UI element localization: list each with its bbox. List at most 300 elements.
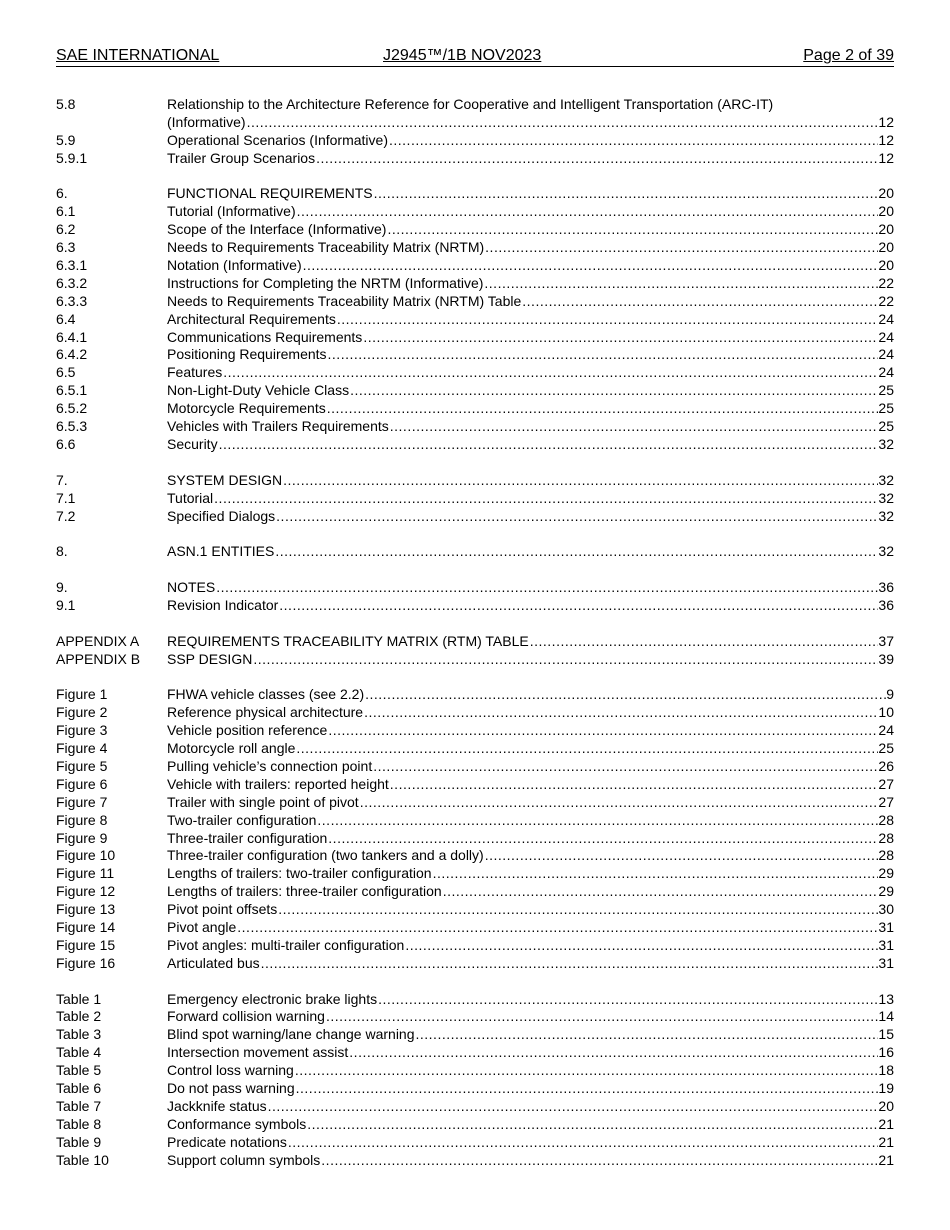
dot-leader <box>327 346 879 364</box>
toc-entry[interactable] <box>56 991 894 1009</box>
toc-entry-leader-line <box>167 776 894 794</box>
toc-entry-body <box>167 96 894 132</box>
toc-entry-page-number: 24 <box>878 328 894 345</box>
toc-entry-title: Vehicle position reference <box>167 722 328 739</box>
toc-entry-leader-line <box>167 257 894 275</box>
toc-entry-page-number: 29 <box>878 883 894 900</box>
toc-entry-leader-line <box>167 293 894 311</box>
toc-entry-body <box>167 490 894 508</box>
toc-entry-body <box>167 865 894 883</box>
toc-entry[interactable] <box>56 1134 894 1152</box>
toc-entry-page-number: 32 <box>878 507 894 524</box>
toc-entry-leader-line <box>167 150 894 168</box>
toc-entry-page-number: 20 <box>878 257 894 274</box>
toc-entry-title: Emergency electronic brake lights <box>167 990 378 1007</box>
toc-entry-body <box>167 776 894 794</box>
toc-entry-title: Architectural Requirements <box>167 310 336 327</box>
dot-leader <box>278 597 878 615</box>
toc-entry-page-number: 12 <box>878 113 894 130</box>
dot-leader <box>359 794 879 812</box>
toc-entry-leader-line <box>167 651 894 669</box>
toc-entry[interactable] <box>56 382 894 400</box>
toc-entry-title: Blind spot warning/lane change warning <box>167 1026 415 1043</box>
dot-leader <box>275 508 878 526</box>
dot-leader <box>389 418 879 436</box>
toc-entry-body <box>167 830 894 848</box>
toc-entry[interactable] <box>56 722 894 740</box>
toc-entry-page-number: 29 <box>878 865 894 882</box>
toc-entry-leader-line <box>167 1044 894 1062</box>
toc-entry-leader-line <box>167 1062 894 1080</box>
toc-entry[interactable] <box>56 346 894 364</box>
toc-entry-body <box>167 400 894 418</box>
toc-entry-page-number: 32 <box>878 435 894 452</box>
toc-entry-number: 6.4.1 <box>56 328 88 345</box>
toc-entry[interactable] <box>56 1098 894 1116</box>
toc-entry-leader-line <box>167 203 894 221</box>
toc-entry-title: Vehicles with Trailers Requirements <box>167 418 389 435</box>
toc-entry-number: Figure 1 <box>56 686 108 703</box>
toc-entry-body <box>167 185 894 203</box>
toc-entry-number: 7.2 <box>56 507 76 524</box>
toc-entry-body <box>167 1080 894 1098</box>
toc-entry-page-number: 36 <box>878 596 894 613</box>
toc-entry-body <box>167 472 894 490</box>
dot-leader <box>484 239 878 257</box>
toc-entry-page-number: 37 <box>878 632 894 649</box>
toc-entry[interactable] <box>56 830 894 848</box>
toc-entry[interactable] <box>56 937 894 955</box>
toc-group <box>56 579 894 615</box>
toc-entry-title: Three-trailer configuration (two tankers and a dolly) <box>167 847 484 864</box>
toc-entry-title: SSP DESIGN <box>167 650 253 667</box>
toc-entry-title: Lengths of trailers: three-trailer configuration <box>167 883 442 900</box>
toc-group <box>56 472 894 526</box>
dot-leader <box>389 776 879 794</box>
toc-group <box>56 686 894 972</box>
toc-entry[interactable] <box>56 221 894 239</box>
toc-entry-page-number: 26 <box>878 757 894 774</box>
toc-entry-leader-line <box>167 830 894 848</box>
toc-entry[interactable] <box>56 865 894 883</box>
toc-entry-title: Trailer Group Scenarios <box>167 149 316 166</box>
toc-entry-page-number: 24 <box>878 364 894 381</box>
toc-entry-number: Table 5 <box>56 1062 102 1079</box>
toc-entry-page-number: 20 <box>878 203 894 220</box>
toc-entry-number: Figure 8 <box>56 811 108 828</box>
toc-entry-number: APPENDIX A <box>56 632 140 649</box>
toc-entry[interactable] <box>56 579 894 597</box>
toc-entry[interactable] <box>56 686 894 704</box>
toc-entry[interactable] <box>56 275 894 293</box>
toc-entry[interactable] <box>56 776 894 794</box>
toc-entry-title: Operational Scenarios (Informative) <box>167 131 388 148</box>
dot-leader <box>215 579 878 597</box>
toc-entry-leader-line <box>167 508 894 526</box>
toc-entry-leader-line <box>167 847 894 865</box>
toc-entry[interactable] <box>56 1116 894 1134</box>
toc-entry-page-number: 19 <box>878 1080 894 1096</box>
toc-entry-number: 7. <box>56 471 68 488</box>
toc-entry-leader-line <box>167 185 894 203</box>
dot-leader <box>316 812 878 830</box>
toc-entry-number: Figure 13 <box>56 901 116 918</box>
toc-entry-page-number: 28 <box>878 811 894 828</box>
toc-entry-page-number: 28 <box>878 829 894 846</box>
dot-leader <box>325 1008 878 1026</box>
toc-entry-leader-line <box>167 418 894 436</box>
toc-entry-page-number: 20 <box>878 1097 894 1114</box>
toc-entry-title: Security <box>167 435 218 452</box>
toc-entry-title: FUNCTIONAL REQUIREMENTS <box>167 185 373 202</box>
toc-entry-page-number: 22 <box>878 292 894 309</box>
toc-entry-title: REQUIREMENTS TRACEABILITY MATRIX (RTM) TABLE <box>167 632 529 649</box>
toc-entry[interactable] <box>56 364 894 382</box>
toc-entry-title: Control loss warning <box>167 1062 294 1079</box>
dot-leader <box>377 991 878 1009</box>
toc-entry-body <box>167 1152 894 1170</box>
toc-entry-title: Three-trailer configuration <box>167 829 328 846</box>
toc-entry-page-number: 24 <box>878 310 894 327</box>
dot-leader <box>294 1062 879 1080</box>
toc-entry-leader-line <box>167 364 894 382</box>
toc-entry[interactable] <box>56 1062 894 1080</box>
toc-entry-number: 6.3 <box>56 239 76 256</box>
toc-entry-leader-line <box>167 472 894 490</box>
toc-entry[interactable] <box>56 1080 894 1098</box>
toc-entry-title: Non-Light-Duty Vehicle Class <box>167 382 350 399</box>
toc-entry-body <box>167 955 894 973</box>
toc-entry[interactable] <box>56 472 894 490</box>
toc-entry-number: 9. <box>56 579 68 596</box>
toc-entry-title: Pivot angles: multi-trailer configuration <box>167 936 405 953</box>
toc-entry[interactable] <box>56 758 894 776</box>
toc-entry-number: Figure 16 <box>56 954 116 971</box>
toc-entry-number: 5.9.1 <box>56 149 88 166</box>
toc-entry-number: Figure 7 <box>56 793 108 810</box>
toc-entry-body <box>167 919 894 937</box>
toc-entry-number: Table 1 <box>56 990 102 1007</box>
toc-entry-number: Table 8 <box>56 1115 102 1132</box>
toc-entry-leader-line <box>167 883 894 901</box>
toc-entry-body <box>167 508 894 526</box>
toc-entry-body <box>167 937 894 955</box>
toc-entry-leader-line <box>167 991 894 1009</box>
toc-entry[interactable] <box>56 329 894 347</box>
toc-entry-leader-line <box>167 311 894 329</box>
dot-leader <box>363 704 878 722</box>
dot-leader <box>236 919 878 937</box>
toc-entry-body <box>167 704 894 722</box>
toc-entry-body <box>167 382 894 400</box>
toc-entry-title: Jackknife status <box>167 1097 267 1114</box>
dot-leader <box>483 275 878 293</box>
toc-entry[interactable] <box>56 919 894 937</box>
toc-entry-body <box>167 1044 894 1062</box>
toc-entry-leader-line <box>167 1080 894 1098</box>
toc-entry-page-number: 15 <box>878 1026 894 1043</box>
toc-entry-title: Features <box>167 364 223 381</box>
toc-entry-page-number: 31 <box>878 954 894 971</box>
toc-entry-body <box>167 883 894 901</box>
toc-entry[interactable] <box>56 812 894 830</box>
toc-entry-body <box>167 203 894 221</box>
toc-entry-body <box>167 686 894 704</box>
toc-entry-title: Communications Requirements <box>167 328 363 345</box>
dot-leader <box>296 203 879 221</box>
toc-entry-body <box>167 597 894 615</box>
toc-entry-title: Relationship to the Architecture Reference for Cooperative and Intelligent Transportation (ARC-IT) <box>167 96 774 112</box>
toc-entry-leader-line <box>167 132 894 150</box>
toc-entry-body <box>167 257 894 275</box>
toc-entry[interactable] <box>56 418 894 436</box>
toc-entry[interactable] <box>56 1044 894 1062</box>
toc-entry-page-number: 36 <box>878 579 894 596</box>
toc-entry-page-number: 25 <box>878 740 894 757</box>
toc-entry-body <box>167 1026 894 1044</box>
toc-entry[interactable] <box>56 293 894 311</box>
dot-leader <box>373 185 879 203</box>
dot-leader <box>432 865 879 883</box>
dot-leader <box>282 472 878 490</box>
toc-entry-page-number: 20 <box>878 239 894 256</box>
toc-entry-page-number: 12 <box>878 131 894 148</box>
toc-entry-page-number: 18 <box>878 1062 894 1079</box>
toc-entry-page-number: 32 <box>878 489 894 506</box>
toc-entry-leader-line <box>167 919 894 937</box>
toc-entry-number: Figure 4 <box>56 740 108 757</box>
toc-entry-number: 6.5.2 <box>56 400 88 417</box>
dot-leader <box>415 1026 879 1044</box>
dot-leader <box>388 132 878 150</box>
toc-entry-number: 6.5.1 <box>56 382 88 399</box>
toc-entry-body <box>167 794 894 812</box>
toc-entry[interactable] <box>56 651 894 669</box>
toc-entry-page-number: 27 <box>878 775 894 792</box>
toc-entry-number: 6.6 <box>56 435 76 452</box>
toc-entry[interactable] <box>56 883 894 901</box>
toc-entry-page-number: 21 <box>878 1115 894 1132</box>
toc-entry-page-number: 24 <box>878 346 894 363</box>
toc-entry-page-number: 31 <box>878 936 894 953</box>
toc-entry-body <box>167 239 894 257</box>
toc-entry-page-number: 16 <box>878 1044 894 1061</box>
toc-entry-body <box>167 1116 894 1134</box>
toc-entry[interactable] <box>56 490 894 508</box>
dot-leader <box>260 955 879 973</box>
toc-entry[interactable] <box>56 955 894 973</box>
toc-entry-number: 6.2 <box>56 221 76 238</box>
toc-entry[interactable] <box>56 597 894 615</box>
toc-entry-page-number: 22 <box>878 274 894 291</box>
toc-entry-body <box>167 651 894 669</box>
toc-entry-title: ASN.1 ENTITIES <box>167 543 275 560</box>
toc-entry-body <box>167 1098 894 1116</box>
dot-leader <box>326 400 879 418</box>
toc-entry-number: Figure 12 <box>56 883 116 900</box>
dot-leader <box>327 830 878 848</box>
toc-entry-title: NOTES <box>167 579 216 596</box>
toc-entry-leader-line <box>167 400 894 418</box>
dot-leader <box>274 543 878 561</box>
toc-entry[interactable] <box>56 150 894 168</box>
toc-entry-body <box>167 293 894 311</box>
toc-entry-title: Instructions for Completing the NRTM (Informative) <box>167 274 484 291</box>
toc-entry-leader-line <box>167 579 894 597</box>
toc-entry-page-number: 21 <box>878 1151 894 1168</box>
toc-entry-page-number: 9 <box>886 686 894 703</box>
dot-leader <box>404 937 878 955</box>
toc-entry[interactable] <box>56 185 894 203</box>
toc-entry-leader-line <box>167 901 894 919</box>
toc-entry-number: Figure 5 <box>56 757 108 774</box>
header-page-number: Page 2 of 39 <box>803 47 894 64</box>
toc-entry-body <box>167 275 894 293</box>
toc-entry-title-continuation: (Informative) <box>167 113 246 130</box>
toc-entry-page-number: 32 <box>878 471 894 488</box>
toc-entry-number: Table 3 <box>56 1026 102 1043</box>
dot-leader <box>362 329 878 347</box>
toc-entry[interactable] <box>56 704 894 722</box>
toc-entry-number: 7.1 <box>56 489 76 506</box>
toc-entry-leader-line <box>167 704 894 722</box>
toc-entry-number: Table 7 <box>56 1097 102 1114</box>
toc-entry-number: 6.3.3 <box>56 292 88 309</box>
toc-entry-leader-line <box>167 329 894 347</box>
toc-entry-leader-line <box>167 722 894 740</box>
page-header <box>56 44 894 67</box>
toc-entry[interactable] <box>56 239 894 257</box>
dot-leader <box>295 1080 879 1098</box>
toc-entry-leader-line <box>167 1026 894 1044</box>
toc-entry-title: Conformance symbols <box>167 1115 307 1132</box>
toc-entry-page-number: 25 <box>878 400 894 417</box>
toc-entry-leader-line <box>167 794 894 812</box>
toc-entry-number: Figure 15 <box>56 936 116 953</box>
toc-entry-title: Reference physical architecture <box>167 704 364 721</box>
toc-entry-number: 6.1 <box>56 203 76 220</box>
header-document-id: J2945™/1B NOV2023 <box>383 47 542 64</box>
dot-leader <box>521 293 878 311</box>
toc-entry[interactable] <box>56 132 894 150</box>
toc-entry-title: Intersection movement assist <box>167 1044 349 1061</box>
toc-entry-page-number: 25 <box>878 418 894 435</box>
toc-entry-leader-line <box>167 686 894 704</box>
toc-entry-title: FHWA vehicle classes (see 2.2) <box>167 686 365 703</box>
toc-entry[interactable] <box>56 508 894 526</box>
toc-entry-leader-line <box>167 239 894 257</box>
toc-group <box>56 185 894 453</box>
dot-leader <box>302 257 879 275</box>
toc-entry[interactable] <box>56 543 894 561</box>
toc-entry-number: 8. <box>56 543 68 560</box>
toc-entry-number: Figure 6 <box>56 775 108 792</box>
toc-group <box>56 543 894 561</box>
dot-leader <box>213 490 878 508</box>
toc-entry[interactable] <box>56 1152 894 1170</box>
toc-entry[interactable] <box>56 633 894 651</box>
toc-entry-body <box>167 901 894 919</box>
toc-entry-page-number: 31 <box>878 918 894 935</box>
toc-entry-leader-line <box>167 436 894 454</box>
toc-entry-body <box>167 991 894 1009</box>
toc-entry-title: Pivot point offsets <box>167 901 278 918</box>
toc-entry[interactable] <box>56 794 894 812</box>
toc-entry-number: 6.5.3 <box>56 418 88 435</box>
toc-entry-leader-line <box>167 1008 894 1026</box>
toc-entry[interactable] <box>56 847 894 865</box>
toc-entry-leader-line <box>167 382 894 400</box>
toc-entry-page-number: 24 <box>878 722 894 739</box>
toc-entry-leader-line <box>167 597 894 615</box>
dot-leader <box>484 847 879 865</box>
toc-entry[interactable] <box>56 901 894 919</box>
toc-entry-page-number: 12 <box>878 149 894 166</box>
toc-entry-body <box>167 150 894 168</box>
toc-entry[interactable] <box>56 257 894 275</box>
header-organization: SAE INTERNATIONAL <box>56 47 220 64</box>
dot-leader <box>364 686 886 704</box>
toc-entry-body <box>167 221 894 239</box>
toc-entry-leader-line <box>167 937 894 955</box>
toc-entry-number: APPENDIX B <box>56 650 141 667</box>
toc-entry-number: Figure 9 <box>56 829 108 846</box>
toc-group <box>56 633 894 669</box>
toc-entry-title: Predicate notations <box>167 1133 287 1150</box>
toc-entry-page-number: 39 <box>878 650 894 667</box>
toc-entry-leader-line <box>167 1098 894 1116</box>
toc-entry-number: Table 6 <box>56 1080 102 1096</box>
toc-entry-title: Two-trailer configuration <box>167 811 317 828</box>
dot-leader <box>315 150 878 168</box>
toc-entry-number: Table 2 <box>56 1008 102 1025</box>
toc-entry-number: Table 4 <box>56 1044 102 1061</box>
toc-entry-title: Tutorial (Informative) <box>167 203 296 220</box>
toc-entry-title: Positioning Requirements <box>167 346 327 363</box>
toc-entry-body <box>167 311 894 329</box>
toc-entry-body <box>167 132 894 150</box>
toc-entry-title: SYSTEM DESIGN <box>167 471 283 488</box>
toc-entry[interactable] <box>56 96 894 132</box>
dot-leader <box>267 1098 879 1116</box>
toc-entry-leader-line <box>167 1152 894 1170</box>
toc-entry[interactable] <box>56 311 894 329</box>
toc-entry-number: 6.3.2 <box>56 274 88 291</box>
dot-leader <box>327 722 878 740</box>
toc-entry[interactable] <box>56 203 894 221</box>
toc-entry-number: 6.4.2 <box>56 346 88 363</box>
toc-entry-number: Figure 10 <box>56 847 116 864</box>
toc-entry-body <box>167 1008 894 1026</box>
toc-entry-page-number: 27 <box>878 793 894 810</box>
toc-entry-number: Figure 3 <box>56 722 108 739</box>
toc-entry[interactable] <box>56 1008 894 1026</box>
toc-entry-leader-line <box>167 865 894 883</box>
dot-leader <box>287 1134 879 1152</box>
toc-entry[interactable] <box>56 400 894 418</box>
dot-leader <box>372 758 878 776</box>
toc-entry-page-number: 20 <box>878 221 894 238</box>
toc-entry[interactable] <box>56 740 894 758</box>
toc-entry[interactable] <box>56 436 894 454</box>
dot-leader <box>349 382 878 400</box>
toc-entry-leader-line <box>167 221 894 239</box>
toc-entry-number: Figure 2 <box>56 704 108 721</box>
toc-entry-title: Do not pass warning <box>167 1080 295 1096</box>
toc-entry-body <box>167 758 894 776</box>
dot-leader <box>295 740 878 758</box>
toc-entry[interactable] <box>56 1026 894 1044</box>
